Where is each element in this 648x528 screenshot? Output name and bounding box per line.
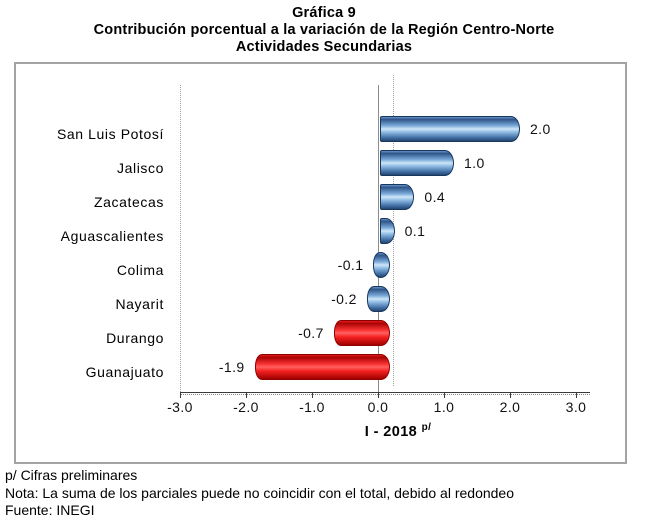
- x-axis-title-text: I - 2018: [364, 423, 418, 440]
- x-axis-title-superscript: p/: [421, 422, 432, 433]
- footnotes: [5, 467, 645, 520]
- bar-value-label: -0.2: [331, 291, 357, 307]
- bar-value-label: -0.1: [337, 257, 364, 273]
- x-axis-line: [180, 392, 590, 393]
- bar-value-label: 2.0: [530, 121, 551, 137]
- chart-title-line-3: Actividades Secundarias: [235, 39, 413, 55]
- x-tick-label: 0.0: [367, 399, 389, 415]
- x-axis-tick: [444, 392, 445, 398]
- bar: [380, 218, 395, 244]
- bar: [380, 116, 520, 142]
- bar-value-label: -0.7: [298, 325, 324, 341]
- x-axis-tick: [180, 392, 181, 398]
- x-axis-tick: [246, 392, 247, 398]
- bar: [255, 354, 390, 380]
- category-label: Durango: [106, 330, 164, 346]
- bar: [367, 286, 390, 312]
- x-axis-tick: [510, 392, 511, 398]
- x-axis-tick: [378, 392, 379, 398]
- bar: [380, 184, 414, 210]
- chart-title-line-1: Gráfica 9: [292, 5, 356, 21]
- bar: [373, 252, 390, 278]
- chart-title-block: [0, 5, 648, 56]
- x-tick-label: 2.0: [499, 399, 521, 415]
- bar-value-label: 0.4: [424, 189, 446, 205]
- x-axis-tick: [312, 392, 313, 398]
- x-tick-label: -2.0: [233, 399, 259, 415]
- bar: [380, 150, 454, 176]
- category-label: Colima: [116, 262, 164, 278]
- bar-value-label: 0.1: [404, 223, 426, 239]
- footnote-source: Fuente: INEGI: [5, 502, 95, 518]
- x-tick-label: 1.0: [433, 399, 455, 415]
- category-label: Aguascalientes: [60, 228, 164, 244]
- chart-title-line-2: Contribución porcentual a la variación de la Región Centro-Norte: [93, 22, 555, 38]
- x-tick-label: 3.0: [565, 399, 587, 415]
- category-label: San Luis Potosí: [56, 126, 164, 142]
- x-tick-label: -3.0: [167, 399, 193, 415]
- bar-value-label: 1.0: [464, 155, 485, 171]
- bar: [334, 320, 390, 346]
- category-label: Nayarit: [115, 296, 164, 312]
- footnote-preliminary: p/ Cifras preliminares: [5, 467, 138, 483]
- bar-value-label: -1.9: [218, 359, 245, 375]
- x-axis-tick: [576, 392, 577, 398]
- x-axis-minor-ticks: [180, 394, 590, 395]
- category-label: Guanajuato: [85, 364, 164, 380]
- category-label: Jalisco: [117, 160, 164, 176]
- plot-area: [16, 64, 625, 462]
- x-tick-label: -1.0: [299, 399, 325, 415]
- x-axis-title: [278, 422, 518, 440]
- category-label: Zacatecas: [94, 194, 164, 210]
- left-axis-dotted-line: [180, 85, 181, 392]
- chart-frame: [14, 62, 627, 464]
- footnote-rounding: Nota: La suma de los parciales puede no coincidir con el total, debido al redondeo: [5, 484, 514, 501]
